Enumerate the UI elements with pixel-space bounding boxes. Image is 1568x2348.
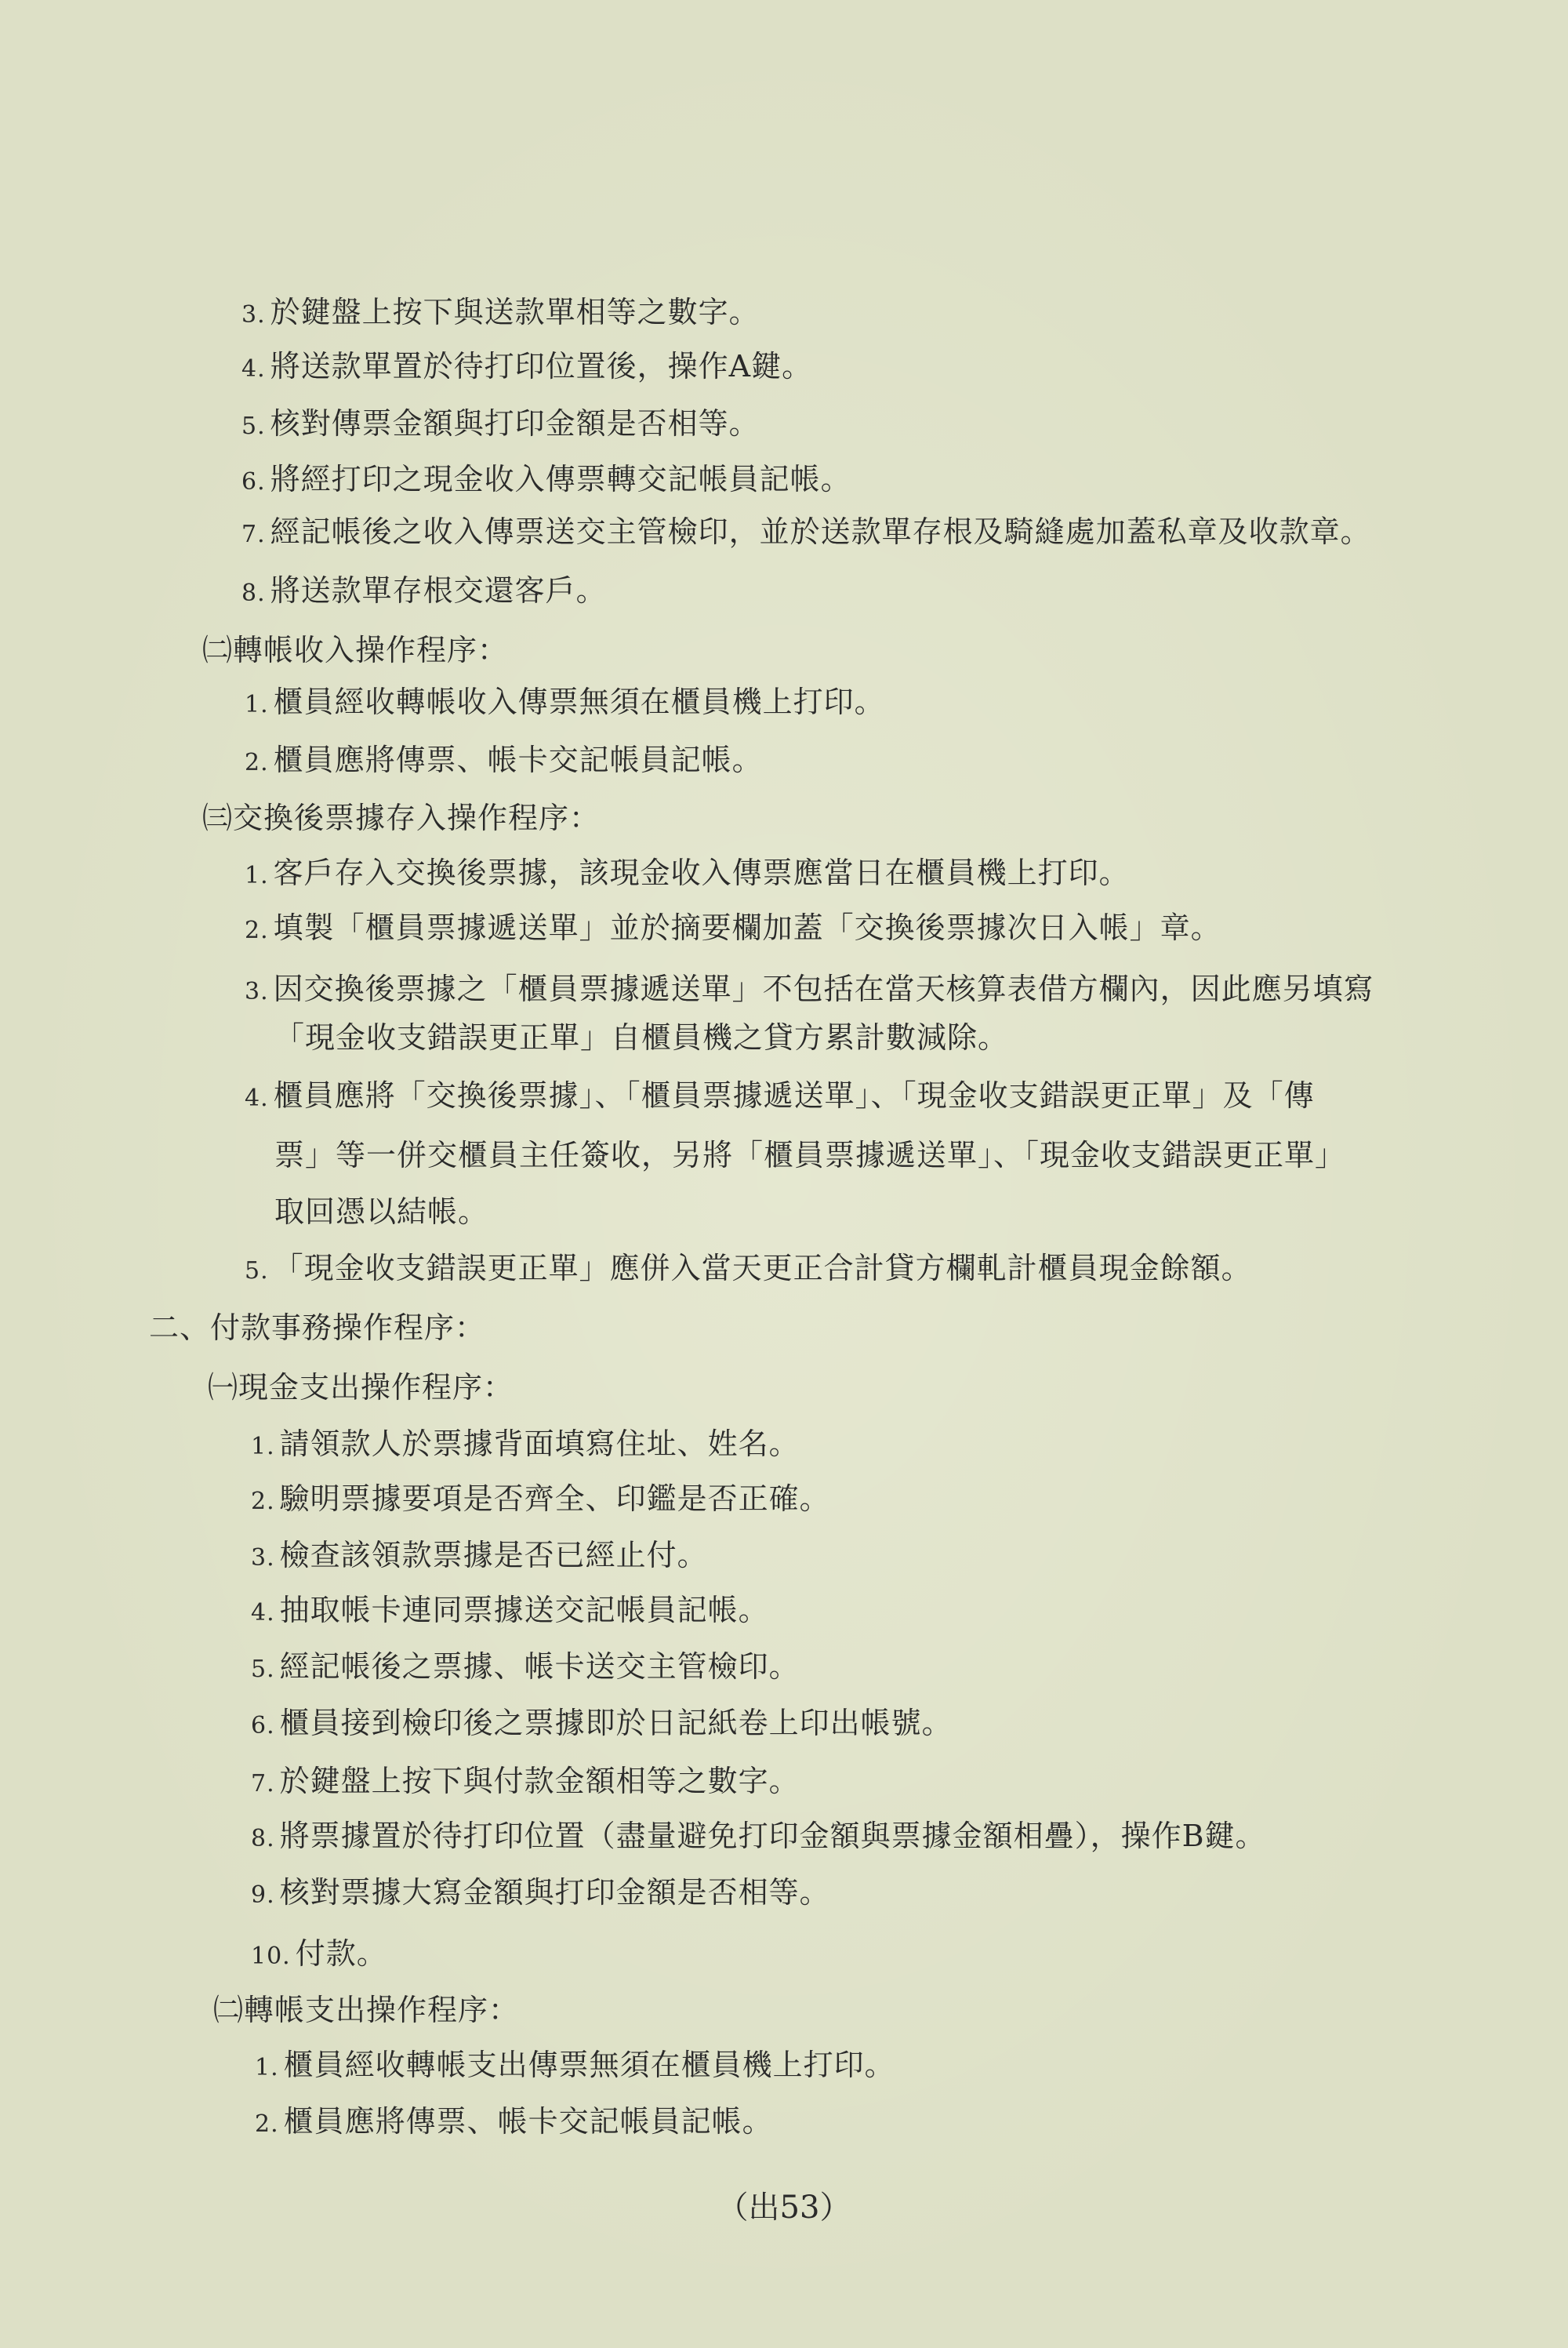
list-item: [251, 1426, 800, 1465]
list-item-continuation: [274, 1020, 1008, 1056]
item-number: 8.: [251, 1825, 275, 1852]
list-item: [251, 1763, 800, 1802]
item-text: 填製「櫃員票據遞送單」並於摘要欄加蓋「交換後票據次日入帳」章。: [273, 910, 1221, 945]
item-number: 8.: [241, 580, 266, 607]
item-number: 2.: [255, 2110, 279, 2138]
list-item: [251, 1481, 830, 1520]
item-text: 因交換後票據之「櫃員票據遞送單」不包括在當天核算表借方欄內，因此應另填寫: [273, 972, 1374, 1006]
list-item: [241, 514, 1371, 553]
item-text: 櫃員經收轉帳支出傳票無須在櫃員機上打印。: [283, 2048, 895, 2082]
item-text: 票」等一併交櫃員主任簽收，另將「櫃員票據遞送單」、「現金收支錯誤更正單」: [274, 1138, 1346, 1172]
list-item: [251, 1648, 800, 1688]
list-item: [241, 461, 851, 500]
item-number: 4.: [251, 1599, 275, 1627]
section-heading: 二、付款事務操作程序：: [149, 1310, 486, 1345]
item-number: 5.: [241, 413, 266, 440]
subsection-heading: ㈡轉帳收入操作程序：: [202, 633, 509, 667]
item-number: 3.: [251, 1544, 275, 1572]
list-item: [245, 1250, 1252, 1289]
item-text: 於鍵盤上按下與送款單相等之數字。: [270, 295, 760, 329]
page-number: （出53）: [717, 2190, 851, 2226]
list-item: [251, 1705, 953, 1744]
list-item: [251, 1537, 708, 1576]
list-item: [251, 1818, 1266, 1857]
list-item: [255, 2103, 773, 2143]
item-text: 將經打印之現金收入傳票轉交記帳員記帳。: [270, 462, 851, 496]
item-text: 經記帳後之收入傳票送交主管檢印，並於送款單存根及騎縫處加蓋私章及收款章。: [270, 514, 1371, 549]
list-item: [245, 971, 1374, 1010]
item-text: 櫃員經收轉帳收入傳票無須在櫃員機上打印。: [273, 685, 885, 719]
list-item: [241, 405, 760, 445]
list-item: [245, 910, 1221, 949]
list-item-continuation: [274, 1137, 1345, 1173]
list-item: [251, 1592, 769, 1631]
item-number: 6.: [251, 1712, 275, 1739]
item-text: 驗明票據要項是否齊全、印鑑是否正確。: [279, 1481, 830, 1516]
item-text: 抽取帳卡連同票據送交記帳員記帳。: [279, 1593, 769, 1627]
item-number: 7.: [251, 1770, 275, 1797]
item-number: 4.: [241, 355, 266, 383]
list-item: [251, 1874, 830, 1914]
item-number: 6.: [241, 468, 266, 496]
subsection-heading: ㈢交換後票據存入操作程序：: [202, 801, 601, 835]
list-item: [245, 684, 885, 723]
list-item: [245, 855, 1130, 894]
item-text: 櫃員應將傳票、帳卡交記帳員記帳。: [283, 2104, 773, 2139]
list-item: [241, 348, 812, 387]
item-number: 5.: [251, 1656, 275, 1683]
list-item: [251, 1935, 387, 1975]
item-text: 核對票據大寫金額與打印金額是否相等。: [279, 1875, 830, 1910]
item-text: 「現金收支錯誤更正單」應併入當天更正合計貸方欄軋計櫃員現金餘額。: [273, 1251, 1252, 1285]
item-number: 1.: [255, 2054, 279, 2081]
item-text: 「現金收支錯誤更正單」自櫃員機之貸方累計數減除。: [274, 1020, 1009, 1055]
subsection-heading: ㈠現金支出操作程序：: [208, 1370, 514, 1405]
item-number: 10.: [251, 1943, 291, 1970]
item-number: 7.: [241, 521, 266, 548]
subsection-heading: ㈡轉帳支出操作程序：: [213, 1993, 520, 2027]
item-number: 1.: [245, 691, 269, 718]
item-number: 2.: [245, 917, 269, 944]
list-item: [255, 2047, 895, 2086]
item-text: 請領款人於票據背面填寫住址、姓名。: [279, 1427, 800, 1461]
item-text: 經記帳後之票據、帳卡送交主管檢印。: [279, 1649, 800, 1684]
list-item: [241, 572, 607, 612]
item-number: 2.: [245, 749, 269, 776]
item-number: 3.: [241, 301, 266, 329]
item-text: 核對傳票金額與打印金額是否相等。: [270, 406, 760, 441]
item-number: 1.: [245, 862, 269, 889]
item-number: 1.: [251, 1433, 275, 1460]
item-text: 將票據置於待打印位置（盡量避免打印金額與票據金額相疊），操作B鍵。: [279, 1819, 1266, 1853]
list-item: [241, 294, 760, 333]
item-text: 檢查該領款票據是否已經止付。: [279, 1538, 708, 1572]
item-text: 將送款單置於待打印位置後，操作A鍵。: [270, 349, 813, 383]
item-number: 3.: [245, 978, 269, 1005]
item-text: 櫃員應將「交換後票據」、「櫃員票據遞送單」、「現金收支錯誤更正單」及「傳: [273, 1078, 1315, 1113]
item-number: 4.: [245, 1085, 269, 1112]
item-text: 櫃員接到檢印後之票據即於日記紙卷上印出帳號。: [279, 1706, 953, 1740]
item-text: 客戶存入交換後票據，該現金收入傳票應當日在櫃員機上打印。: [273, 856, 1130, 890]
item-text: 將送款單存根交還客戶。: [270, 573, 607, 608]
list-item: [245, 742, 763, 781]
item-text: 於鍵盤上按下與付款金額相等之數字。: [279, 1764, 800, 1798]
item-text: 付款。: [295, 1936, 387, 1971]
item-number: 9.: [251, 1881, 275, 1909]
item-number: 5.: [245, 1257, 269, 1285]
list-item-continuation: [274, 1194, 488, 1230]
list-item: [245, 1078, 1315, 1117]
item-text: 取回憑以結帳。: [274, 1194, 489, 1229]
item-number: 2.: [251, 1488, 275, 1515]
item-text: 櫃員應將傳票、帳卡交記帳員記帳。: [273, 743, 763, 777]
